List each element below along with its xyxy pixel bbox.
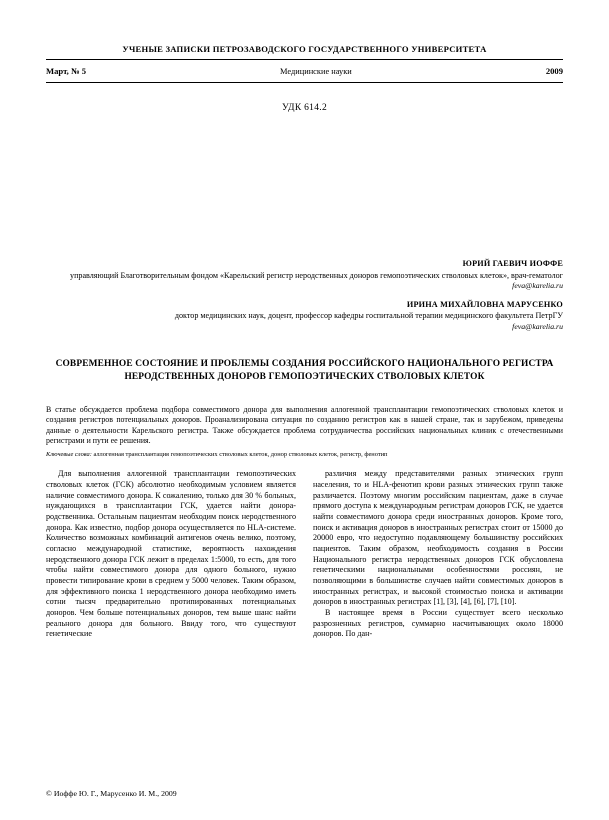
udk-code: УДК 614.2 — [281, 103, 328, 113]
keywords-label: Ключевые слова: — [46, 450, 92, 458]
author-name: ИРИНА МИХАЙЛОВНА МАРУСЕНКО — [406, 299, 563, 309]
author-entry — [46, 300, 563, 332]
title-spacer — [46, 113, 563, 259]
issue-date: Март, № 5 — [46, 66, 87, 76]
journal-header: УЧЕНЫЕ ЗАПИСКИ ПЕТРОЗАВОДСКОГО ГОСУДАРСТВЕННОГО УНИВЕРСИТЕТА — [122, 44, 487, 54]
paragraph: различия между представителями разных этнических групп населения, то и HLA-фенотип крови разных этнических групп также различается. Поэтому многим российским пациентам, даже в случае прямого доступа к международным регистрам доноров ГСК, не удается найти совместимого донора среди иностранных доноров. Кроме того, поиск и активация доноров в иностранных регистрах стоит от 15000 до 20000 евро, что недоступно подавляющему большинству российских пациентов. Таким образом, необходимость создания в России Национального регистра неродственных доноров ГСК обусловлена генетическими национальными особенностями россиян, не позволяющими в большинстве случаев найти совместимых доноров в иностранных регистрах, и высокой стоимостью поиска и активации доноров в иностранных регистрах [1], [3], [4], [6], [7], [10]. — [313, 469, 563, 607]
copyright-footer: © Иоффе Ю. Г., Марусенко И. М., 2009 — [46, 789, 177, 798]
issue-section: Медицинские науки — [280, 67, 352, 76]
paragraph: Для выполнения аллогенной трансплантации гемопоэтических стволовых клеток (ГСК) абсолютно необходимым условием является наличие совместимого донора. К сожалению, только для 30 % больных, нуждающихся в трансплантации ГСК, удается найти донора-родственника. Остальным пациентам необходим поиск неродственного донора. Как известно, подбор донора осуществляется по HLA-системе. Количество возможных комбинаций антигенов очень велико, поэтому, согласно международной статистике, вероятность нахождения неродственного донора ГСК лежит в пределах 1:5000, то есть, для того чтобы найти совместимого донора для одного больного, нужно провести типирование крови в среднем у 5000 человек. Таким образом, для эффективного поиска 1 неродственного донора необходимо иметь сотни тысяч предварительно протипированных потенциальных доноров. Чем больше потенциальных доноров, тем выше шанс найти реального донора для больного. Ввиду того, что существуют генетические — [46, 469, 296, 639]
author-affiliation: доктор медицинских наук, доцент, профессор кафедры госпитальной терапии медицинского факультета ПетрГУ — [174, 311, 563, 321]
abstract: В статье обсуждается проблема подбора совместимого донора для выполнения аллогенной трансплантации гемопоэтических стволовых клеток и создания регистров потенциальных доноров. Проанализирована ситуация по созданию регистров как в нашей стране, так и зарубежом, приведены данные о деятельности Карельского регистра. Также обсуждается проблема сотрудничества российских национальных клиник с отечественными регистрами и пути ее решения. — [46, 404, 563, 446]
author-email: feva@karelia.ru — [512, 321, 563, 331]
author-email: feva@karelia.ru — [512, 280, 563, 290]
keywords-list: аллогенная трансплантация гемопоэтических стволовых клеток, донор стволовых клеток, регистр, фенотип — [93, 450, 388, 458]
column-right — [313, 469, 563, 640]
body-columns — [46, 469, 563, 640]
paragraph: В настоящее время в России существует всего несколько разрозненных регистров, суммарно насчитывающих около 18000 доноров. По дан- — [313, 607, 563, 639]
issue-row — [46, 60, 563, 82]
header-rule-bottom — [46, 82, 563, 83]
author-entry — [46, 259, 563, 291]
issue-year: 2009 — [545, 66, 563, 76]
column-left — [46, 469, 296, 640]
authors-block — [46, 259, 563, 332]
keywords — [46, 451, 563, 459]
author-name: ЮРИЙ ГАЕВИЧ ИОФФЕ — [462, 259, 563, 268]
page-title: СОВРЕМЕННОЕ СОСТОЯНИЕ И ПРОБЛЕМЫ СОЗДАНИЯ РОССИЙСКОГО НАЦИОНАЛЬНОГО РЕГИСТРА НЕРОДСТВЕННЫХ ДОНОРОВ ГЕМОПОЭТИЧЕСКИХ СТВОЛОВЫХ КЛЕТОК — [55, 358, 554, 383]
author-affiliation: управляющий Благотворительным фондом «Карельский регистр неродственных доноров гемопоэтических стволовых клеток», врач-гематолог — [70, 270, 563, 280]
